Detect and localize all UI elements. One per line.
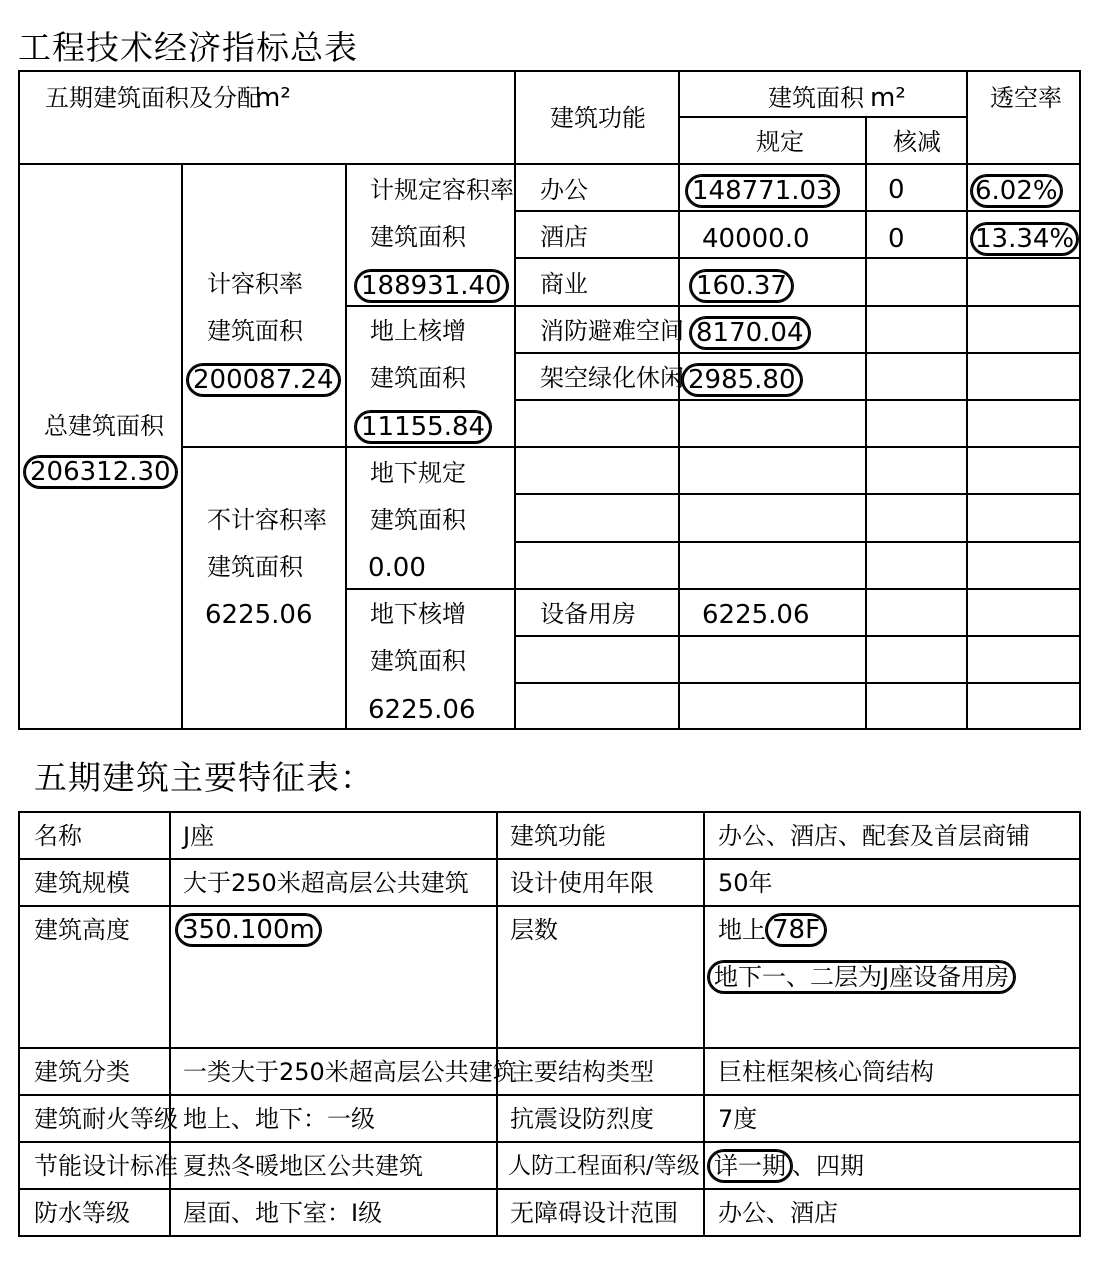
function-commercial: 商业 bbox=[540, 270, 588, 298]
label-structure-type: 主要结构类型 bbox=[510, 1058, 654, 1086]
label-building-class: 建筑分类 bbox=[34, 1058, 130, 1086]
nonfar-area-label-1: 不计容积率 bbox=[207, 506, 327, 534]
regulated-far-label-2: 建筑面积 bbox=[370, 223, 466, 251]
above-ground-added-label-2: 建筑面积 bbox=[370, 364, 466, 392]
value-civil-defense-ref: 详一期 bbox=[708, 1150, 792, 1182]
function-equipment-room: 设备用房 bbox=[540, 600, 636, 628]
nonfar-area-label-2: 建筑面积 bbox=[207, 553, 303, 581]
value-energy-standard: 夏热冬暖地区公共建筑 bbox=[183, 1152, 423, 1180]
office-reduced-area: 0 bbox=[888, 175, 905, 205]
label-floors: 层数 bbox=[510, 916, 558, 944]
far-area-value: 200087.24 bbox=[187, 364, 340, 396]
label-energy-standard: 节能设计标准 bbox=[34, 1152, 178, 1180]
value-floors-above: 78F bbox=[766, 914, 826, 946]
value-accessibility-scope: 办公、酒店 bbox=[718, 1199, 838, 1227]
value-waterproof-grade: 屋面、地下室：Ⅰ级 bbox=[183, 1199, 383, 1227]
function-refuge-space: 消防避难空间 bbox=[540, 317, 684, 345]
header-regulated: 规定 bbox=[756, 128, 804, 156]
value-structure-type: 巨柱框架核心筒结构 bbox=[718, 1058, 934, 1086]
header-area-unit: m² bbox=[870, 83, 906, 113]
header-function: 建筑功能 bbox=[550, 104, 646, 132]
label-name: 名称 bbox=[34, 822, 82, 850]
value-building-function: 办公、酒店、配套及首层商铺 bbox=[718, 822, 1030, 850]
commercial-regulated-area: 160.37 bbox=[690, 270, 793, 302]
underground-added-value: 6225.06 bbox=[368, 695, 476, 725]
nonfar-area-value: 6225.06 bbox=[205, 600, 313, 630]
label-civil-defense: 人防工程面积/等级 bbox=[508, 1153, 700, 1179]
regulated-far-label-1: 计规定容积率 bbox=[370, 176, 514, 204]
value-building-class: 一类大于250米超高层公共建筑 bbox=[183, 1058, 517, 1086]
function-elevated-greenery: 架空绿化休闲 bbox=[540, 364, 684, 392]
hotel-regulated-area: 40000.0 bbox=[702, 224, 810, 254]
label-accessibility-scope: 无障碍设计范围 bbox=[510, 1199, 678, 1227]
value-building-height: 350.100m bbox=[176, 914, 321, 946]
building-features-table bbox=[0, 800, 1097, 1240]
office-regulated-area: 148771.03 bbox=[686, 175, 839, 207]
label-building-height: 建筑高度 bbox=[34, 916, 130, 944]
header-area: 建筑面积 bbox=[768, 84, 864, 112]
total-area-label: 总建筑面积 bbox=[44, 412, 164, 440]
value-seismic-intensity: 7度 bbox=[718, 1105, 758, 1133]
value-design-life: 50年 bbox=[718, 869, 773, 897]
equipment-room-regulated-area: 6225.06 bbox=[702, 600, 810, 630]
total-area-value: 206312.30 bbox=[24, 456, 177, 488]
regulated-far-value: 188931.40 bbox=[355, 270, 508, 302]
underground-regulated-value: 0.00 bbox=[368, 553, 426, 583]
underground-added-label-1: 地下核增 bbox=[370, 600, 466, 628]
hotel-reduced-area: 0 bbox=[888, 224, 905, 254]
label-fire-rating: 建筑耐火等级 bbox=[34, 1105, 178, 1133]
label-waterproof-grade: 防水等级 bbox=[34, 1199, 130, 1227]
label-building-scale: 建筑规模 bbox=[34, 869, 130, 897]
value-civil-defense-phase: 、四期 bbox=[792, 1152, 864, 1180]
label-seismic-intensity: 抗震设防烈度 bbox=[510, 1105, 654, 1133]
header-reduced: 核减 bbox=[893, 128, 941, 156]
value-floors-below: 地下一、二层为J座设备用房 bbox=[708, 961, 1015, 993]
above-ground-added-value: 11155.84 bbox=[355, 411, 491, 443]
underground-regulated-label-2: 建筑面积 bbox=[370, 506, 466, 534]
above-ground-added-label-1: 地上核增 bbox=[370, 317, 466, 345]
page-title: 工程技术经济指标总表 bbox=[18, 28, 358, 67]
value-fire-rating: 地上、地下：一级 bbox=[183, 1105, 375, 1133]
label-design-life: 设计使用年限 bbox=[510, 869, 654, 897]
refuge-space-regulated-area: 8170.04 bbox=[690, 317, 810, 349]
office-void-ratio: 6.02% bbox=[971, 175, 1062, 207]
elevated-greenery-regulated-area: 2985.80 bbox=[682, 364, 802, 396]
header-void-ratio: 透空率 bbox=[990, 84, 1062, 112]
section-title: 五期建筑主要特征表： bbox=[34, 758, 374, 797]
function-office: 办公 bbox=[540, 176, 588, 204]
label-building-function: 建筑功能 bbox=[510, 822, 606, 850]
header-allocation: 五期建筑面积及分配 bbox=[45, 84, 261, 112]
underground-regulated-label-1: 地下规定 bbox=[370, 459, 466, 487]
hotel-void-ratio: 13.34% bbox=[971, 223, 1078, 255]
underground-added-label-2: 建筑面积 bbox=[370, 647, 466, 675]
value-name: J座 bbox=[183, 822, 215, 850]
header-allocation-unit: m² bbox=[255, 83, 291, 113]
value-building-scale: 大于250米超高层公共建筑 bbox=[183, 869, 469, 897]
value-floors-above-prefix: 地上 bbox=[718, 916, 766, 944]
far-area-label-2: 建筑面积 bbox=[207, 317, 303, 345]
far-area-label-1: 计容积率 bbox=[207, 270, 303, 298]
function-hotel: 酒店 bbox=[540, 223, 588, 251]
